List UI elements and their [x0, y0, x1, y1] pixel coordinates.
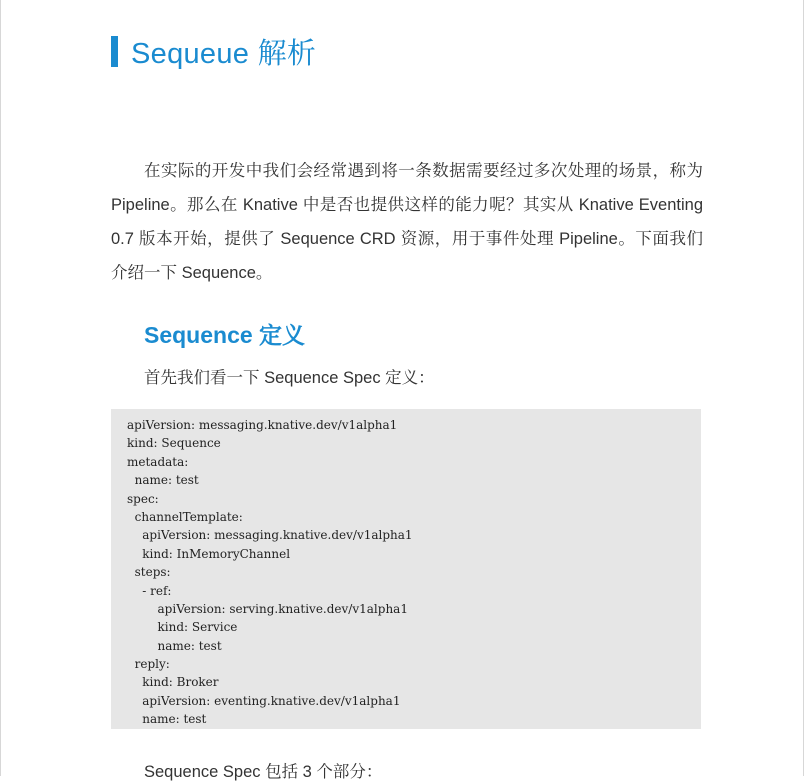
intro-paragraph: 在实际的开发中我们会经常遇到将一条数据需要经过多次处理的场景，称为 Pipeline。那么在 Knative 中是否也提供这样的能力呢？其实从 Knative Eventing 0.7 版本开始，提供了 Sequence CRD 资源，用于事件处理 Pipeline。下面我们介绍一下 Sequence。 — [111, 162, 703, 282]
code-line: apiVersion: serving.knative.dev/v1alpha1 — [127, 601, 408, 616]
code-line: steps: — [127, 565, 171, 580]
code-line: kind: Broker — [127, 675, 219, 690]
code-line: kind: InMemoryChannel — [127, 546, 291, 561]
code-line: kind: Sequence — [127, 436, 221, 451]
code-line: name: test — [127, 712, 207, 727]
page-title-block — [111, 31, 316, 72]
section-heading: Sequence 定义 — [144, 322, 306, 348]
code-line: kind: Service — [127, 620, 238, 635]
code-line: apiVersion: messaging.knative.dev/v1alpha1 — [127, 528, 413, 543]
code-block — [111, 409, 701, 729]
code-line: reply: — [127, 657, 170, 672]
code-line: - ref: — [127, 583, 172, 598]
code-line: metadata: — [127, 454, 189, 469]
spec-parts-paragraph: Sequence Spec 包括 3 个部分： — [144, 763, 383, 781]
code-line: apiVersion: messaging.knative.dev/v1alpha1 — [127, 418, 398, 432]
code-line: channelTemplate: — [127, 509, 243, 524]
code-line: name: test — [127, 473, 199, 488]
spec-intro-paragraph: 首先我们看一下 Sequence Spec 定义： — [144, 369, 435, 387]
code-line: spec: — [127, 491, 159, 506]
code-line: apiVersion: eventing.knative.dev/v1alpha1 — [127, 693, 401, 708]
page-title: Sequeue 解析 — [131, 38, 317, 70]
title-accent-bar — [111, 36, 118, 67]
code-line: name: test — [127, 638, 222, 653]
